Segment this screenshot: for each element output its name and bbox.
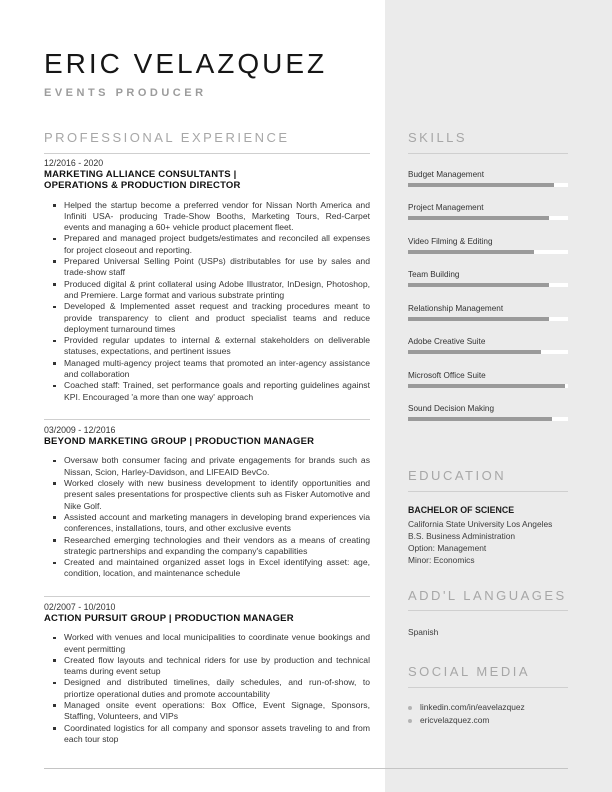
job-bullet: Managed onsite event operations: Box Office, Event Signage, Sponsors, Staffing, Volunteers, and VIPs — [44, 700, 370, 723]
job-dates: 12/2016 - 2020 — [44, 157, 104, 168]
skill-bar-track — [408, 250, 568, 254]
bullet-dot-icon — [408, 719, 412, 723]
social-media-section-title: SOCIAL MEDIA — [408, 664, 568, 688]
languages-section — [408, 588, 568, 639]
job-bullet: Assisted account and marketing managers in developing brand experiences via conferences, installations, tours, and other exclusive events — [44, 512, 370, 535]
job-bullet: Researched emerging technologies and their vendors as a means of creating strategic partnerships and expanding the company's capabilities — [44, 535, 370, 558]
social-link-text: linkedin.com/in/eavelazquez — [420, 701, 525, 712]
skills-section-title: SKILLS — [408, 130, 568, 154]
skill-label: Adobe Creative Suite — [408, 337, 486, 347]
education-detail-line: Option: Management — [408, 542, 487, 553]
job-bullet: Created and maintained organized asset logs in Excel identifying asset: age, condition, location, and maintenance schedule — [44, 557, 370, 580]
job-title — [44, 436, 370, 448]
skill-label: Budget Management — [408, 169, 485, 179]
job-bullet: Coordinated logistics for all company and sponsor assets traveling to and from each tour stop — [44, 723, 370, 746]
job-entry — [44, 158, 370, 403]
skill-bar-fill — [408, 317, 549, 321]
footer-divider — [44, 768, 568, 769]
skill-bar-track — [408, 183, 568, 187]
skill-item — [408, 337, 568, 354]
skill-bar-fill — [408, 417, 552, 421]
job-bullet: Developed & Implemented asset request and tracking procedures meant to provide transparency to client and product specialist teams and reduce deployment turnaround times — [44, 301, 370, 335]
education-detail-line: B.S. Business Administration — [408, 530, 516, 541]
skill-item — [408, 304, 568, 321]
job-bullet: Oversaw both consumer facing and private engagements for brands such as Nissan, Scion, Harley-Davidson, and LIFEAID BevCo. — [44, 455, 370, 478]
skill-label: Relationship Management — [408, 303, 504, 313]
skill-item — [408, 170, 568, 187]
education-section — [408, 468, 568, 566]
skills-section — [408, 130, 568, 421]
skill-bar-fill — [408, 283, 549, 287]
job-title — [44, 169, 370, 192]
skill-bar-fill — [408, 350, 541, 354]
job-bullets — [44, 632, 370, 745]
skill-bar-track — [408, 384, 568, 388]
skills-list — [408, 170, 568, 422]
job-entry — [44, 419, 370, 580]
job-dates: 03/2009 - 12/2016 — [44, 424, 116, 435]
skill-bar-fill — [408, 183, 554, 187]
languages-list — [408, 626, 568, 638]
skill-bar-track — [408, 216, 568, 220]
job-entry — [44, 596, 370, 745]
job-title-line: BEYOND MARKETING GROUP | PRODUCTION MANAGER — [44, 435, 315, 447]
skill-item — [408, 237, 568, 254]
job-bullet: Helped the startup become a preferred vendor for Nissan North America and Infiniti USA- producing Trade-Show Booths, Marketing Tours, Red-Carpet events and managing a 60+ vehicle product placement fleet. — [44, 200, 370, 234]
job-title-line: OPERATIONS & PRODUCTION DIRECTOR — [44, 180, 241, 192]
resume-header — [44, 48, 374, 99]
job-bullet: Designed and distributed timelines, daily schedules, and run-of-show, to priortize operational duties and promote accountability — [44, 677, 370, 700]
social-link-text: ericvelazquez.com — [420, 715, 490, 726]
job-bullet: Worked closely with new business development to identify opportunities and present sales presentations for prospective clients suh as Fisker Automotive and Nike Golf. — [44, 478, 370, 512]
skill-item — [408, 404, 568, 421]
skill-bar-track — [408, 283, 568, 287]
languages-section-title: ADD'L LANGUAGES — [408, 588, 568, 612]
education-section-title: EDUCATION — [408, 468, 568, 492]
job-divider — [44, 419, 370, 420]
person-name: ERIC VELAZQUEZ — [44, 48, 328, 79]
education-details — [408, 518, 568, 566]
social-media-section — [408, 664, 568, 728]
job-bullets — [44, 455, 370, 579]
job-title — [44, 613, 370, 625]
bullet-dot-icon — [408, 706, 412, 710]
sidebar — [408, 130, 568, 728]
skill-label: Microsoft Office Suite — [408, 370, 486, 380]
job-bullet: Prepared Universal Selling Point (USPs) distributables for use by sales and trade-show staff — [44, 256, 370, 279]
skill-bar-fill — [408, 384, 565, 388]
skill-bar-fill — [408, 250, 534, 254]
skill-bar-fill — [408, 216, 549, 220]
social-link[interactable] — [408, 714, 568, 728]
job-bullet: Coached staff: Trained, set performance goals and reporting guidelines against KPI. Encouraged 'a more than one way' approach — [44, 380, 370, 403]
job-dates: 02/2007 - 10/2010 — [44, 601, 116, 612]
education-detail-line: California State University Los Angeles — [408, 518, 553, 529]
skill-bar-track — [408, 317, 568, 321]
skill-label: Video Filming & Editing — [408, 236, 493, 246]
job-title-line: ACTION PURSUIT GROUP | PRODUCTION MANAGER — [44, 612, 294, 624]
skill-item — [408, 371, 568, 388]
job-bullet: Produced digital & print collateral using Adobe Illustrator, InDesign, Photoshop, and Premiere. Large format and various substrate printing — [44, 279, 370, 302]
skill-item — [408, 270, 568, 287]
language-item: Spanish — [408, 627, 439, 638]
job-bullet: Created flow layouts and technical riders for use by production and technical teams during event setup — [44, 655, 370, 678]
job-bullet: Provided regular updates to internal & external stakeholders on deliverable statuses, expectations, and pertinent issues — [44, 335, 370, 358]
skill-item — [408, 203, 568, 220]
skill-label: Project Management — [408, 203, 484, 213]
social-links-list — [408, 701, 568, 728]
social-link[interactable] — [408, 701, 568, 715]
skill-label: Sound Decision Making — [408, 404, 495, 414]
job-bullet: Managed multi-agency project teams that promoted an inter-agency assistance and collaboration — [44, 358, 370, 381]
experience-column — [44, 130, 370, 745]
job-bullet: Worked with venues and local municipalities to coordinate venue bookings and event permitting — [44, 632, 370, 655]
job-bullet: Prepared and managed project budgets/estimates and reconciled all expenses for project closeout and reporting. — [44, 233, 370, 256]
person-job-title: EVENTS PRODUCER — [44, 87, 207, 100]
jobs-list — [44, 158, 370, 746]
skill-bar-track — [408, 417, 568, 421]
skill-bar-track — [408, 350, 568, 354]
education-detail-line: Minor: Economics — [408, 554, 475, 565]
skill-label: Team Building — [408, 270, 460, 280]
job-divider — [44, 596, 370, 597]
degree-name: BACHELOR OF SCIENCE — [408, 504, 515, 515]
job-title-line: MARKETING ALLIANCE CONSULTANTS | — [44, 168, 237, 180]
experience-section-title: PROFESSIONAL EXPERIENCE — [44, 130, 370, 154]
job-bullets — [44, 200, 370, 403]
